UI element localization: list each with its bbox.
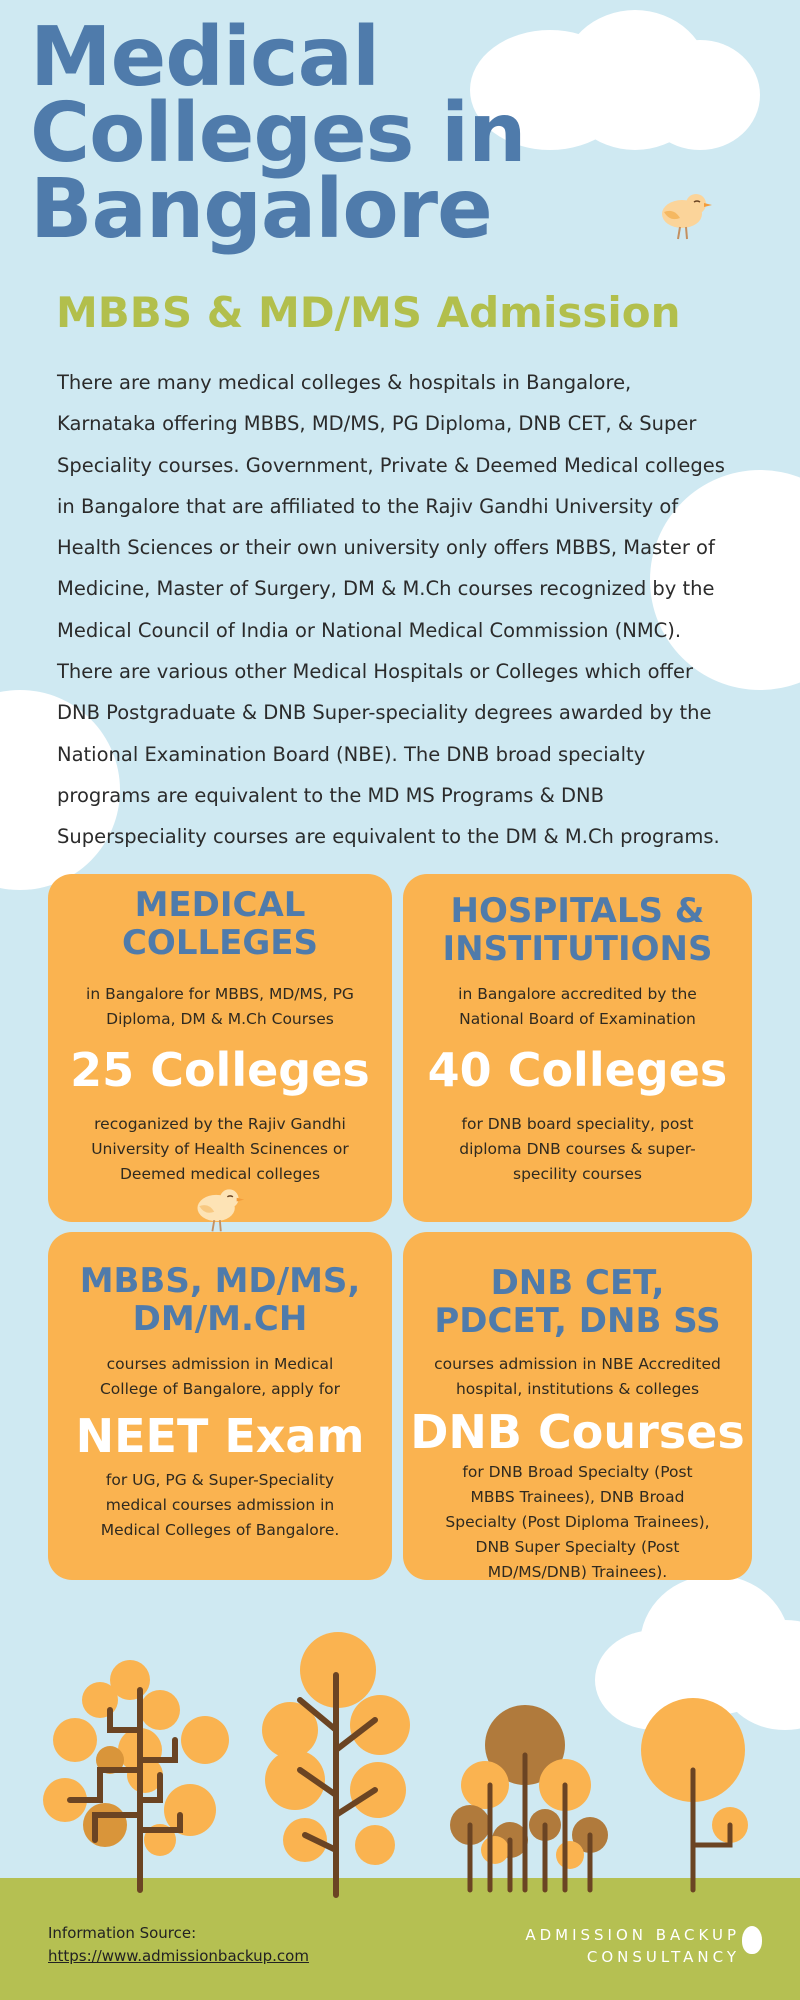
card-heading-line: PDCET, DNB SS <box>434 1301 721 1341</box>
card-footnote-line: specility courses <box>513 1165 642 1183</box>
tree-4 <box>641 1698 748 1890</box>
card-description-line: courses admission in NBE Accredited <box>434 1355 721 1373</box>
intro-line: There are many medical colleges & hospitals in Bangalore, <box>57 371 632 394</box>
card-footnote-line: Deemed medical colleges <box>119 1165 321 1183</box>
intro-line: Speciality courses. Government, Private & Deemed Medical colleges <box>57 453 725 477</box>
card-heading <box>403 1264 752 1340</box>
card-description <box>48 982 392 1032</box>
title-line: Medical <box>30 10 380 105</box>
card-heading <box>403 892 752 968</box>
card-heading <box>48 1262 392 1338</box>
card-dnb-cet <box>403 1232 752 1580</box>
intro-line: programs are equivalent to the MD MS Programs & DNB <box>57 783 605 807</box>
bird-icon <box>654 184 714 244</box>
card-heading-line: DNB CET, <box>490 1263 665 1303</box>
card-footnote <box>403 1112 752 1187</box>
card-description <box>403 1352 752 1402</box>
card-footnote-line: Medical Colleges of Bangalore. <box>100 1521 340 1539</box>
intro-line: There are various other Medical Hospitals or Colleges which offer <box>57 660 693 684</box>
card-description-line: in Bangalore accredited by the <box>458 985 697 1003</box>
card-description-line: College of Bangalore, apply for <box>99 1380 341 1398</box>
card-footnote-line: DNB Super Specialty (Post <box>475 1538 680 1556</box>
card-description <box>48 1352 392 1402</box>
card-description-line: courses admission in Medical <box>106 1355 334 1373</box>
intro-paragraph <box>57 362 757 858</box>
card-highlight: 25 Colleges <box>70 1043 370 1097</box>
card-heading-line: DM/M.CH <box>132 1299 308 1339</box>
brand-line: CONSULTANCY <box>586 1948 740 1966</box>
intro-line: National Examination Board (NBE). The DNB broad specialty <box>57 742 646 766</box>
card-highlight: DNB Courses <box>410 1405 745 1459</box>
cloud-top-right <box>640 40 760 150</box>
page-subtitle: MBBS & MD/MS Admission <box>56 288 681 337</box>
card-footnote-line: for UG, PG & Super-Speciality <box>105 1471 335 1489</box>
card-description-line: Diploma, DM & M.Ch Courses <box>106 1010 334 1028</box>
intro-line: Health Sciences or their own university only offers MBBS, Master of <box>57 536 715 560</box>
card-heading-line: HOSPITALS & <box>450 891 705 931</box>
intro-line: DNB Postgraduate & DNB Super-speciality degrees awarded by the <box>57 701 712 725</box>
intro-line: Karnataka offering MBBS, MD/MS, PG Diploma, DNB CET, & Super <box>57 412 697 436</box>
bird-icon <box>190 1180 246 1236</box>
card-highlight: NEET Exam <box>75 1409 365 1463</box>
intro-line: in Bangalore that are affiliated to the Rajiv Gandhi University of <box>57 494 679 518</box>
title-line: Colleges in <box>30 86 526 181</box>
card-mbbs-md-ms <box>48 1232 392 1580</box>
card-heading-line: COLLEGES <box>121 923 319 963</box>
card-description <box>403 982 752 1032</box>
card-medical-colleges <box>48 874 392 1222</box>
card-heading-line: MEDICAL <box>134 885 306 925</box>
page-title <box>30 10 590 257</box>
card-footnote-line: MBBS Trainees), DNB Broad <box>470 1488 685 1506</box>
card-footnote-line: medical courses admission in <box>105 1496 335 1514</box>
brand-line: ADMISSION BACKUP <box>525 1926 740 1944</box>
card-description-line: in Bangalore for MBBS, MD/MS, PG <box>86 985 354 1003</box>
card-heading-line: INSTITUTIONS <box>442 929 713 969</box>
tree-1 <box>43 1660 229 1890</box>
brand-name <box>470 1924 740 1968</box>
egg-icon <box>742 1926 762 1954</box>
card-footnote <box>48 1468 392 1543</box>
card-footnote-line: MD/MS/DNB) Trainees). <box>487 1563 668 1581</box>
intro-line: Medical Council of India or National Medical Commission (NMC). <box>57 618 682 642</box>
card-footnote-line: recoganized by the Rajiv Gandhi <box>94 1115 346 1133</box>
card-footnote-line: Specialty (Post Diploma Trainees), <box>445 1513 710 1531</box>
card-description-line: hospital, institutions & colleges <box>455 1380 700 1398</box>
tree-2 <box>262 1632 410 1895</box>
card-heading-line: MBBS, MD/MS, <box>79 1261 361 1301</box>
card-footnote-line: for DNB board speciality, post <box>461 1115 694 1133</box>
card-highlight: 40 Colleges <box>427 1043 728 1097</box>
card-description-line: National Board of Examination <box>459 1010 696 1028</box>
card-footnote <box>48 1112 392 1187</box>
tree-3 <box>450 1705 608 1890</box>
title-line: Bangalore <box>30 162 492 257</box>
source-label: Information Source: <box>48 1924 197 1942</box>
intro-line: Medicine, Master of Surgery, DM & M.Ch courses recognized by the <box>57 577 715 601</box>
card-footnote-line: for DNB Broad Specialty (Post <box>462 1463 693 1481</box>
card-heading <box>48 886 392 962</box>
card-footnote <box>403 1460 752 1585</box>
card-footnote-line: diploma DNB courses & super- <box>459 1140 696 1158</box>
source-link[interactable]: https://www.admissionbackup.com <box>48 1947 309 1965</box>
card-hospitals-institutions <box>403 874 752 1222</box>
card-footnote-line: University of Health Scinences or <box>91 1140 349 1158</box>
intro-line: Superspeciality courses are equivalent to the DM & M.Ch programs. <box>57 825 720 849</box>
